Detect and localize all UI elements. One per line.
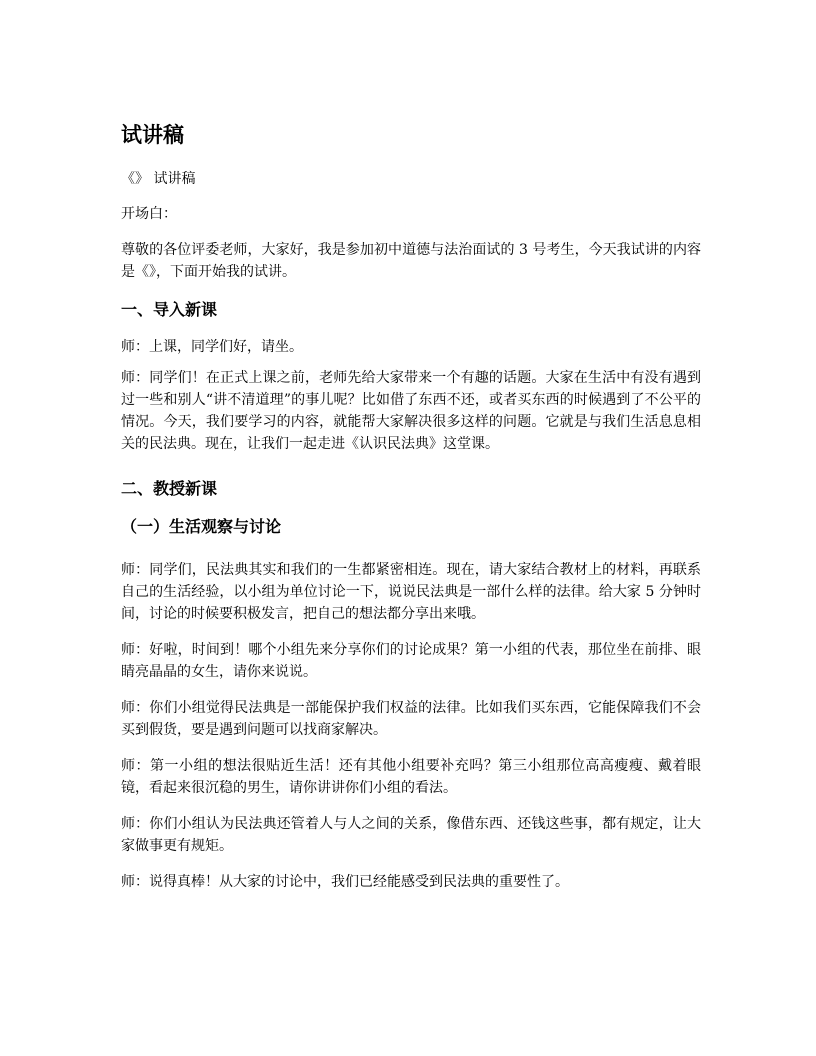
subsection-heading: （一）生活观察与讨论 [121, 517, 282, 536]
paragraph: 师：上课，同学们好，请坐。 [121, 339, 303, 355]
section-heading-intro: 一、导入新课 [121, 300, 218, 319]
paragraph: 师：同学们，民法典其实和我们的一生都紧密相连。现在，请大家结合教材上的材料，再联系自己的生活经验，以小组为单位讨论一下，说说民法典是一部什么样的法律。给大家 5 分钟时间，讨论的时候要积极发言，把自己的想法都分享出来哦。 [121, 562, 701, 622]
section-heading-teaching: 二、教授新课 [121, 479, 218, 498]
document-subtitle: 《》 试讲稿 [121, 171, 196, 187]
document-title: 试讲稿 [121, 123, 184, 147]
paragraph: 师：说得真棒！从大家的讨论中，我们已经能感受到民法典的重要性了。 [121, 874, 569, 890]
document-body [121, 120, 701, 893]
intro-paragraph: 尊敬的各位评委老师，大家好，我是参加初中道德与法治面试的 3 号考生，今天我试讲的内容是《》，下面开始我的试讲。 [121, 242, 701, 280]
opening-label: 开场白： [121, 206, 177, 222]
paragraph: 师：好啦，时间到！哪个小组先来分享你们的讨论成果？第一小组的代表，那位坐在前排、眼睛亮晶晶的女生，请你来说说。 [121, 642, 701, 680]
paragraph: 师：你们小组觉得民法典是一部能保护我们权益的法律。比如我们买东西，它能保障我们不会买到假货，要是遇到问题可以找商家解决。 [121, 700, 701, 738]
paragraph: 师：第一小组的想法很贴近生活！还有其他小组要补充吗？第三小组那位高高瘦瘦、戴着眼镜，看起来很沉稳的男生，请你讲讲你们小组的看法。 [121, 758, 701, 796]
paragraph: 师：同学们！在正式上课之前，老师先给大家带来一个有趣的话题。大家在生活中有没有遇到过一些和别人“讲不清道理”的事儿呢？比如借了东西不还，或者买东西的时候遇到了不公平的情况。今天，我们要学习的内容，就能帮大家解决很多这样的问题。它就是与我们生活息息相关的民法典。现在，让我们一起走进《认识民法典》这堂课。 [121, 370, 701, 452]
paragraph: 师：你们小组认为民法典还管着人与人之间的关系，像借东西、还钱这些事，都有规定，让大家做事更有规矩。 [121, 816, 701, 854]
